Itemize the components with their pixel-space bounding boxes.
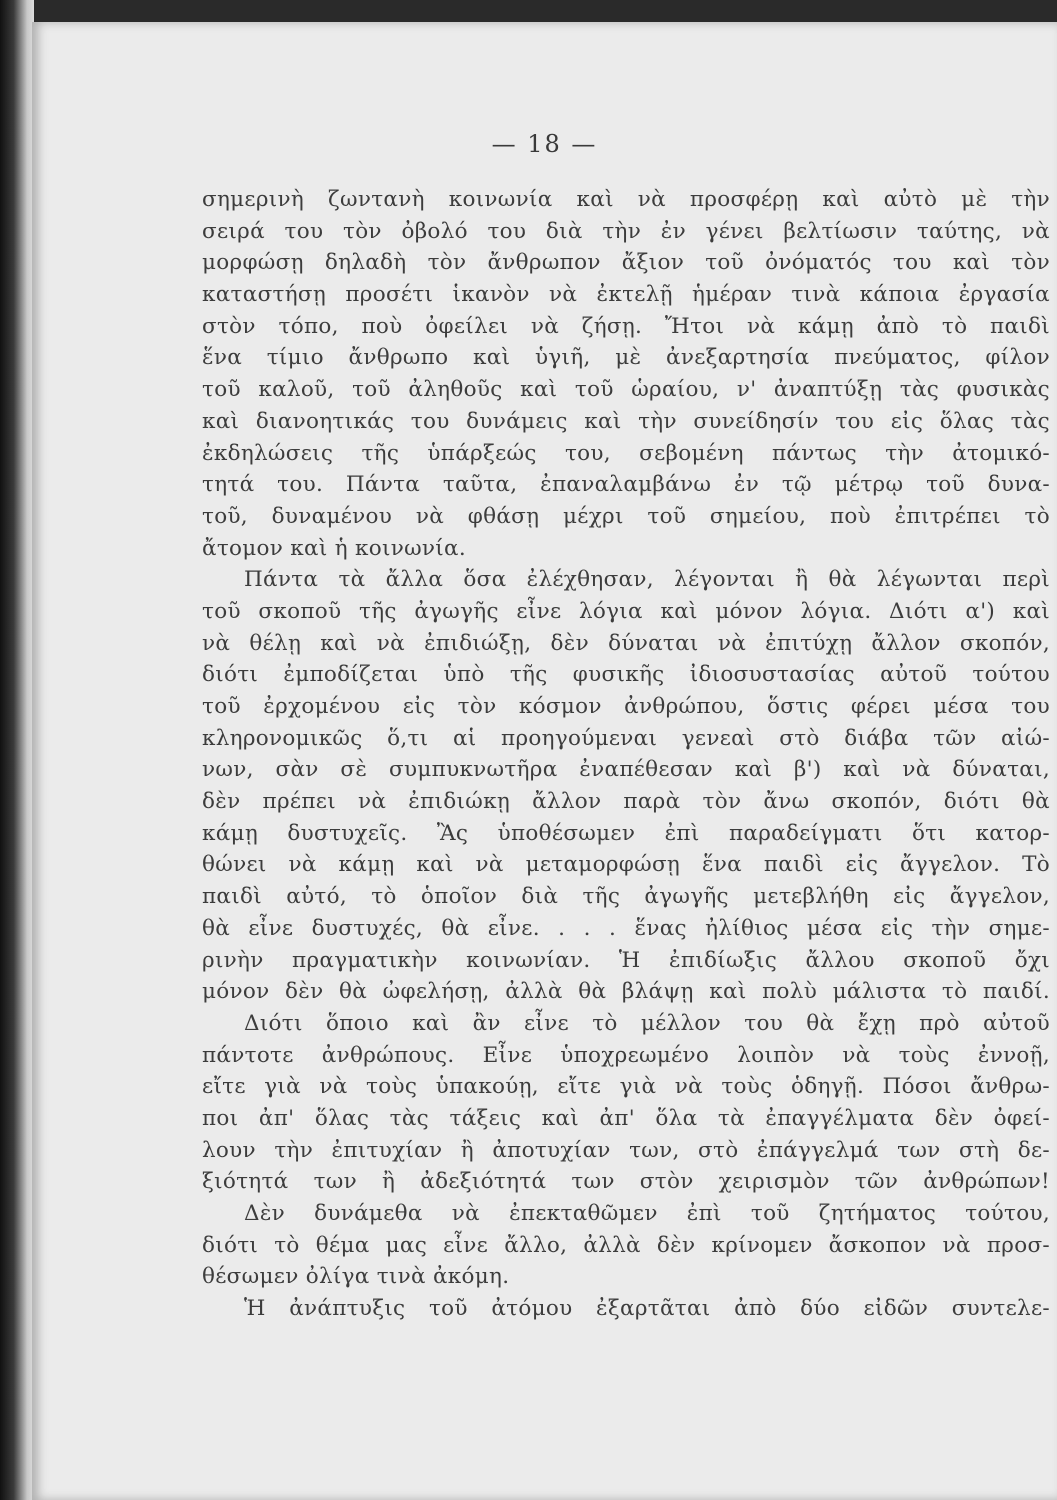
text-line: νὰ θέλῃ καὶ νὰ ἐπιδιώξῃ, δὲν δύναται νὰ ἐπιτύχῃ ἄλλον σκοπόν,	[202, 630, 1050, 656]
text-line: θώνει νὰ κάμῃ καὶ νὰ μεταμορφώσῃ ἕνα παιδὶ εἰς ἄγγελον. Τὸ	[202, 852, 1050, 878]
text-line: ἐκδηλώσεις τῆς ὑπάρξεώς του, σεβομένη πάντως τὴν ἀτομικό-	[202, 440, 1050, 466]
text-line: ξιότητά των ἢ ἀδεξιότητά των στὸν χειρισμὸν τῶν ἀνθρώπων!	[202, 1169, 1050, 1195]
text-line: διότι τὸ θέμα μας εἶνε ἄλλο, ἀλλὰ δὲν κρίνομεν ἄσκοπον νὰ προσ-	[202, 1232, 1050, 1258]
text-line: μόνον δὲν θὰ ὠφελήσῃ, ἀλλὰ θὰ βλάψῃ καὶ πολὺ μάλιστα τὸ παιδί.	[202, 979, 1050, 1005]
text-line: σειρά του τὸν ὀβολό του διὰ τὴν ἐν γένει βελτίωσιν ταύτης, νὰ	[202, 218, 1050, 244]
text-line: δὲν πρέπει νὰ ἐπιδιώκῃ ἄλλον παρὰ τὸν ἄνω σκοπόν, διότι θὰ	[202, 789, 1050, 815]
book-spine-edge	[0, 0, 34, 1500]
book-page	[32, 22, 1057, 1500]
text-line: ποι ἀπ' ὅλας τὰς τάξεις καὶ ἀπ' ὅλα τὰ ἐπαγγέλματα δὲν ὀφεί-	[202, 1105, 1050, 1131]
text-line: θὰ εἶνε δυστυχές, θὰ εἶνε. . . . ἕνας ἠλίθιος μέσα εἰς τὴν σημε-	[202, 915, 1050, 941]
text-line: Πάντα τὰ ἄλλα ὅσα ἐλέχθησαν, λέγονται ἢ θὰ λέγωνται περὶ	[244, 567, 1050, 593]
text-line: Ἡ ἀνάπτυξις τοῦ ἀτόμου ἐξαρτᾶται ἀπὸ δύο εἰδῶν συντελε-	[244, 1296, 1050, 1322]
text-line: τοῦ, δυναμένου νὰ φθάσῃ μέχρι τοῦ σημείου, ποὺ ἐπιτρέπει τὸ	[202, 503, 1050, 529]
text-line: καὶ διανοητικάς του δυνάμεις καὶ τὴν συνείδησίν του εἰς ὅλας τὰς	[202, 408, 1050, 434]
text-line: τητά του. Πάντα ταῦτα, ἐπαναλαμβάνω ἐν τῷ μέτρῳ τοῦ δυνα-	[202, 472, 1050, 498]
text-line: κάμῃ δυστυχεῖς. Ἂς ὑποθέσωμεν ἐπὶ παραδείγματι ὅτι κατορ-	[202, 820, 1050, 846]
text-line: Δὲν δυνάμεθα νὰ ἐπεκταθῶμεν ἐπὶ τοῦ ζητήματος τούτου,	[244, 1201, 1050, 1226]
text-line: ἄτομον καὶ ἡ κοινωνία.	[202, 535, 466, 561]
text-line: ρινὴν πραγματικὴν κοινωνίαν. Ἡ ἐπιδίωξις ἄλλου σκοποῦ ὄχι	[202, 947, 1050, 973]
text-line: τοῦ ἐρχομένου εἰς τὸν κόσμον ἀνθρώπου, ὅστις φέρει μέσα του	[202, 694, 1050, 719]
text-line: ἕνα τίμιο ἄνθρωπο καὶ ὑγιῆ, μὲ ἀνεξαρτησία πνεύματος, φίλον	[202, 345, 1050, 371]
text-line: στὸν τόπο, ποὺ ὀφείλει νὰ ζήσῃ. Ἤτοι νὰ κάμῃ ἀπὸ τὸ παιδὶ	[202, 313, 1050, 339]
text-line: εἴτε γιὰ νὰ τοὺς ὑπακούῃ, εἴτε γιὰ νὰ τοὺς ὁδηγῇ. Πόσοι ἄνθρω-	[202, 1074, 1050, 1100]
text-line: σημερινὴ ζωντανὴ κοινωνία καὶ νὰ προσφέρῃ καὶ αὐτὸ μὲ τὴν	[202, 187, 1050, 212]
text-line: τοῦ σκοποῦ τῆς ἀγωγῆς εἶνε λόγια καὶ μόνον λόγια. Διότι α') καὶ	[202, 598, 1050, 624]
page-number: — 18 —	[491, 130, 598, 158]
text-line: νων, σὰν σὲ συμπυκνωτῆρα ἐναπέθεσαν καὶ β') καὶ νὰ δύναται,	[202, 757, 1050, 783]
text-line: μορφώσῃ δηλαδὴ τὸν ἄνθρωπον ἄξιον τοῦ ὀνόματός του καὶ τὸν	[202, 250, 1050, 276]
text-line: Διότι ὅποιο καὶ ἂν εἶνε τὸ μέλλον του θὰ ἔχῃ πρὸ αὐτοῦ	[244, 1010, 1050, 1036]
text-line: παιδὶ αὐτό, τὸ ὁποῖον διὰ τῆς ἀγωγῆς μετεβλήθη εἰς ἄγγελον,	[202, 884, 1050, 910]
text-line: διότι ἐμποδίζεται ὑπὸ τῆς φυσικῆς ἰδιοσυστασίας αὐτοῦ τούτου	[202, 662, 1050, 688]
text-line: κληρονομικῶς ὅ,τι αἱ προηγούμεναι γενεαὶ στὸ διάβα τῶν αἰώ-	[202, 725, 1050, 751]
text-line: καταστήσῃ προσέτι ἱκανὸν νὰ ἐκτελῇ ἡμέραν τινὰ κάποια ἐργασία	[202, 282, 1050, 308]
text-line: πάντοτε ἀνθρώπους. Εἶνε ὑποχρεωμένο λοιπὸν νὰ τοὺς ἐννοῇ,	[202, 1042, 1050, 1068]
text-line: τοῦ καλοῦ, τοῦ ἀληθοῦς καὶ τοῦ ὡραίου, ν' ἀναπτύξῃ τὰς φυσικὰς	[202, 377, 1050, 403]
text-line: θέσωμεν ὀλίγα τινὰ ἀκόμη.	[202, 1264, 510, 1290]
body-text	[202, 184, 1050, 1325]
text-line: λουν τὴν ἐπιτυχίαν ἢ ἀποτυχίαν των, στὸ ἐπάγγελμά των στὴ δε-	[202, 1137, 1050, 1163]
